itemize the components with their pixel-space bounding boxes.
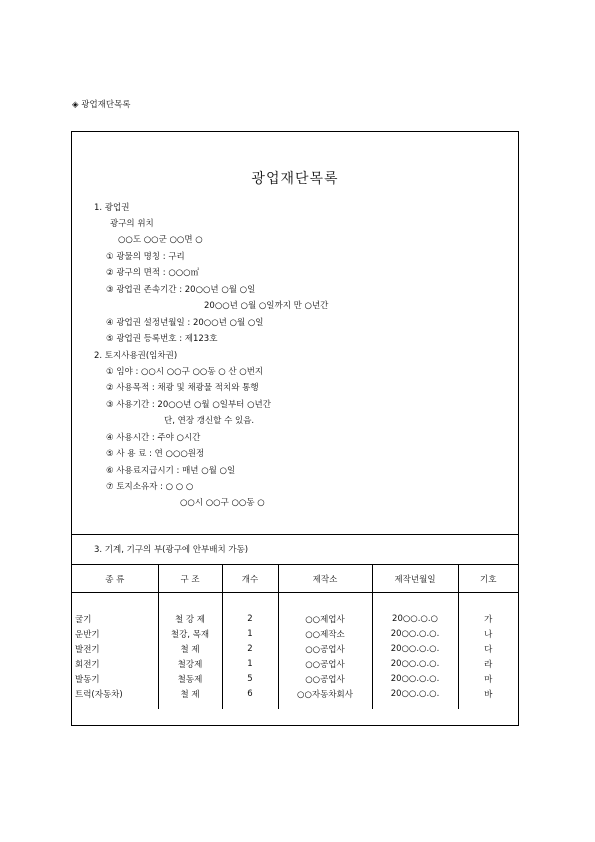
section2-item: ③ 사용기간 : 20○○년 ○월 ○일부터 ○년간 xyxy=(106,400,271,410)
cell-type: 발전기 xyxy=(72,641,158,656)
cell-date: 20○○.○.○ xyxy=(372,611,458,626)
cell-date: 20○○.○.○. xyxy=(372,641,458,656)
table-spacer-row xyxy=(72,593,518,612)
section2-item: ② 사용목적 : 채광 및 채광물 적치와 통행 xyxy=(106,383,259,393)
document-title: 광업재단목록 xyxy=(251,171,339,187)
table-fill-row xyxy=(72,701,518,709)
header-manufacture-date: 제작년월일 xyxy=(372,565,458,593)
cell-structure: 철 제 xyxy=(158,641,222,656)
cell-type: 발동기 xyxy=(72,671,158,686)
cell-manufacturer: ○○공업사 xyxy=(278,671,372,686)
table-row xyxy=(72,626,518,641)
table-row xyxy=(72,641,518,656)
section3-heading: 3. 기계, 기구의 부(광구에 안부배치 가동) xyxy=(94,545,249,555)
cell-symbol: 마 xyxy=(484,674,493,685)
page-label: ◈ 광업재단목록 xyxy=(72,100,131,110)
cell-manufacturer: ○○공업사 xyxy=(278,641,372,656)
cell-symbol: 가 xyxy=(484,614,493,625)
section2-item: ① 임야 : ○○시 ○○구 ○○동 ○ 산 ○번지 xyxy=(106,367,264,377)
section2-heading: 2. 토지사용권(임차권) xyxy=(94,351,178,361)
location-value: ○○도 ○○군 ○○면 ○ xyxy=(118,235,203,245)
cell-structure: 철 강 제 xyxy=(158,611,222,626)
header-manufacturer: 제작소 xyxy=(278,565,372,593)
cell-symbol: 나 xyxy=(484,629,493,640)
cell-structure: 철강제 xyxy=(158,656,222,671)
cell-type: 굴기 xyxy=(72,611,158,626)
section2-item: ⑦ 토지소유자 : ○ ○ ○ xyxy=(106,482,194,492)
cell-count: 2 xyxy=(222,611,278,626)
cell-symbol: 다 xyxy=(484,644,493,655)
cell-manufacturer: ○○제작소 xyxy=(278,626,372,641)
section1-item: ① 광물의 명칭 : 구리 xyxy=(106,252,185,262)
location-label: 광구의 위치 xyxy=(110,219,154,229)
cell-type: 트럭(자동차) xyxy=(72,686,158,701)
section1-item: ⑤ 광업권 등록번호 : 제123호 xyxy=(106,334,218,344)
table-row xyxy=(72,686,518,701)
cell-manufacturer: ○○자동차회사 xyxy=(278,686,372,701)
section2-item-continuation: 단, 연장 갱신할 수 있음. xyxy=(164,416,255,426)
cell-symbol: 라 xyxy=(484,659,493,670)
cell-count: 1 xyxy=(222,656,278,671)
table-row xyxy=(72,611,518,626)
section1-heading: 1. 광업권 xyxy=(94,203,130,213)
document-frame xyxy=(71,131,519,726)
cell-count: 5 xyxy=(222,671,278,686)
section1-item: ③ 광업권 존속기간 : 20○○년 ○월 ○일 xyxy=(106,285,256,295)
table-row xyxy=(72,656,518,671)
cell-date: 20○○.○.○. xyxy=(372,626,458,641)
header-structure: 구 조 xyxy=(158,565,222,593)
section2-item-continuation: ○○시 ○○구 ○○동 ○ xyxy=(180,498,265,508)
cell-count: 1 xyxy=(222,626,278,641)
cell-structure: 철 제 xyxy=(158,686,222,701)
section2-item: ④ 사용시간 : 주야 ○시간 xyxy=(106,433,201,443)
cell-structure: 철동제 xyxy=(158,671,222,686)
table-row xyxy=(72,671,518,686)
cell-count: 6 xyxy=(222,686,278,701)
divider xyxy=(72,534,518,535)
cell-manufacturer: ○○제업사 xyxy=(278,611,372,626)
cell-type: 운반기 xyxy=(72,626,158,641)
cell-symbol: 바 xyxy=(484,689,493,700)
section1-item-continuation: 20○○년 ○월 ○일까지 만 ○년간 xyxy=(204,301,329,311)
header-count: 개수 xyxy=(222,565,278,593)
cell-count: 2 xyxy=(222,641,278,656)
section1-item: ④ 광업권 설정년월일 : 20○○년 ○월 ○일 xyxy=(106,318,264,328)
section2-item: ⑤ 사 용 료 : 연 ○○○원정 xyxy=(106,449,205,459)
cell-date: 20○○.○.○. xyxy=(372,656,458,671)
section2-item: ⑥ 사용료지급시기 : 매년 ○월 ○일 xyxy=(106,466,236,476)
table-header-row xyxy=(72,565,518,593)
section1-item: ② 광구의 면적 : ○○○㎡ xyxy=(106,268,200,278)
cell-type: 회전기 xyxy=(72,656,158,671)
cell-structure: 철강, 목재 xyxy=(158,626,222,641)
header-symbol: 기호 xyxy=(458,565,518,593)
equipment-table xyxy=(72,565,518,709)
header-type: 종 류 xyxy=(72,565,158,593)
cell-date: 20○○.○.○. xyxy=(372,671,458,686)
cell-date: 20○○.○.○. xyxy=(372,686,458,701)
cell-manufacturer: ○○공업사 xyxy=(278,656,372,671)
